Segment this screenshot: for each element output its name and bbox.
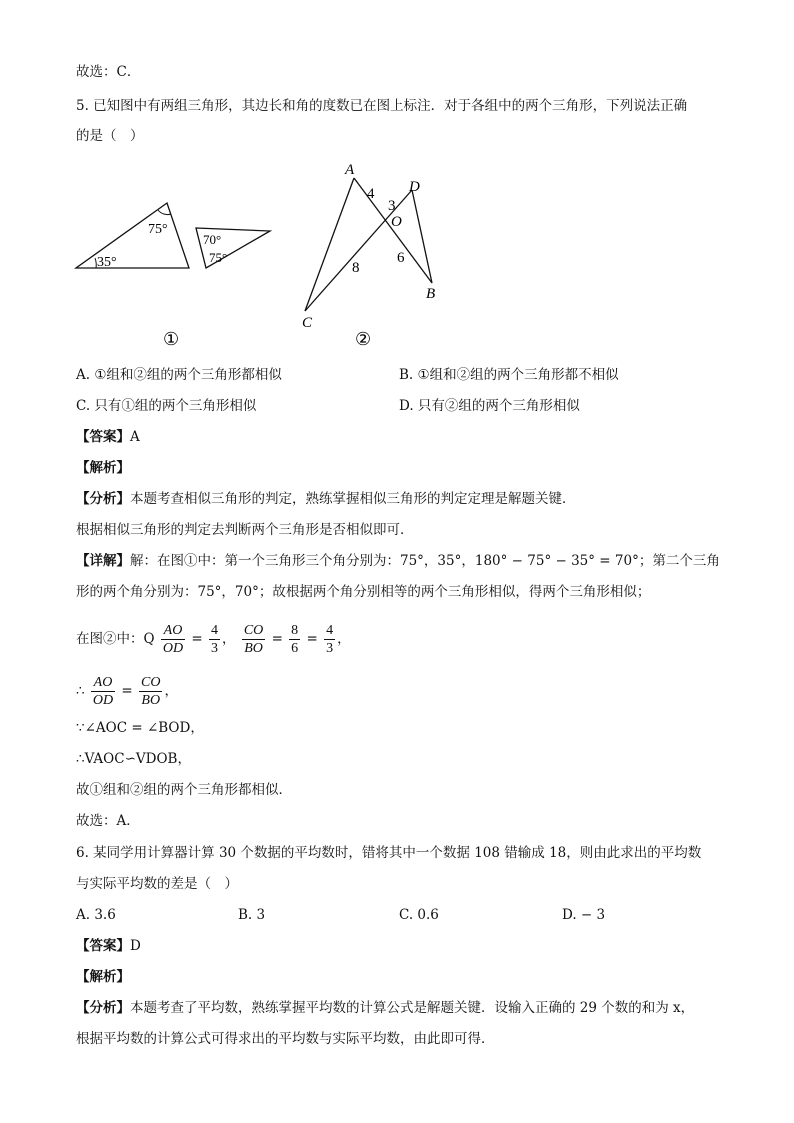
- length-OB: 6: [397, 250, 405, 266]
- q5-select-line: 故选：A．: [76, 813, 140, 829]
- length-OD: 3: [388, 198, 396, 214]
- q6-stem-line-2: 与实际平均数的差是（ ）: [76, 876, 238, 892]
- q5-option-d: D. 只有②组的两个三角形相似: [399, 398, 580, 414]
- detail-3-prefix: 在图②中：Q: [76, 631, 155, 647]
- detail-text-1: 解：在图①中：第一个三角形三个角分别为：75°，35°，180° − 75° − 35° = 70°；第二个三角: [130, 553, 720, 569]
- q6-option-b: B. 3: [238, 907, 266, 923]
- q5-option-c: C. 只有①组的两个三角形相似: [76, 398, 257, 414]
- q5-fenxi-line: [76, 489, 576, 509]
- q5-detail-line-5: ∵∠AOC = ∠BOD，: [76, 720, 204, 736]
- q5-detail-line-7: 故①组和②组的两个三角形都相似．: [76, 782, 292, 798]
- q6-answer-value: D: [130, 938, 141, 954]
- q6-stem-line-1: 6. 某同学用计算器计算 30 个数据的平均数时，错将其中一个数据 108 错输成 18，则由此求出的平均数: [76, 845, 702, 861]
- triangle-1a: [76, 203, 189, 268]
- q5-fenxi-line-2: 根据相似三角形的判定去判断两个三角形是否相似即可．: [76, 522, 414, 538]
- q5-detail-line-1: [76, 551, 720, 571]
- q6-fenxi-line-2: 根据平均数的计算公式可得求出的平均数与实际平均数，由此即可得．: [76, 1031, 495, 1047]
- tri2-angle-b: 75°: [209, 250, 228, 265]
- point-D: D: [409, 179, 420, 195]
- q6-fenxi-line-1: [76, 998, 694, 1018]
- q5-stem-line-1: 5. 已知图中有两组三角形，其边长和角的度数已在图上标注．对于各组中的两个三角形，下列说法正确: [76, 98, 688, 114]
- point-A: A: [345, 162, 355, 178]
- fraction-ao-od-2: $\frac{AO}{OD}$: [92, 675, 114, 708]
- point-C: C: [302, 315, 313, 331]
- q5-detail-line-6: ∴VAOC∽VDOB，: [76, 751, 191, 767]
- answer-tag: 【答案】: [76, 429, 130, 445]
- fraction-4-3-b: $\frac{4}{3}$: [326, 623, 334, 656]
- q5-detail-line-3: 在图②中：Q $\frac{AO}{OD}$ = $\frac{4}{3}$ ， $\frac{CO}{BO}$ = $\frac{8}{6}$ = $\frac{4}{3}$ ，: [76, 623, 351, 656]
- point-O: O: [391, 214, 402, 230]
- fraction-co-bo-2: $\frac{CO}{BO}$: [141, 675, 161, 708]
- length-AO: 4: [367, 186, 375, 202]
- tri2-angle-a: 70°: [203, 232, 222, 247]
- q5-analysis-tag: 【解析】: [76, 460, 130, 476]
- answer-value: A: [130, 429, 140, 445]
- q6-answer-line: [76, 936, 141, 956]
- length-OC: 8: [352, 260, 360, 276]
- q6-option-d: D. − 3: [562, 907, 606, 923]
- q5-figure: [0, 155, 794, 355]
- group-label-1: ①: [163, 329, 180, 349]
- tri1-angle-left: 35°: [97, 255, 117, 270]
- fraction-8-6: $\frac{8}{6}$: [291, 623, 299, 656]
- q5-option-a: A. ①组和②组的两个三角形都相似: [76, 367, 282, 383]
- group-label-2: ②: [355, 329, 372, 349]
- fraction-co-bo: $\frac{CO}{BO}$: [243, 623, 264, 656]
- q6-option-a: A. 3.6: [76, 907, 116, 923]
- therefore-symbol: ∴: [76, 683, 85, 699]
- fenxi-tag: 【分析】: [76, 491, 130, 507]
- q6-fenxi-text: 本题考查了平均数，熟练掌握平均数的计算公式是解题关键．设输入正确的 29 个数的和为 x，: [130, 1000, 695, 1016]
- q5-option-b: B. ①组和②组的两个三角形都不相似: [399, 367, 619, 383]
- q5-detail-line-2: 形的两个角分别为：75°，70°；故根据两个角分别相等的两个三角形相似，得两个三角形相似；: [76, 584, 651, 600]
- detail-tag: 【详解】: [76, 553, 130, 569]
- q5-answer-line: [76, 427, 140, 447]
- q6-option-c: C. 0.6: [399, 907, 439, 923]
- q5-stem-line-2: 的是（ ）: [76, 128, 144, 144]
- point-B: B: [426, 286, 436, 302]
- q6-fenxi-tag: 【分析】: [76, 1000, 130, 1016]
- tri1-angle-top: 75°: [148, 222, 168, 237]
- q6-answer-tag: 【答案】: [76, 938, 130, 954]
- prev-select-line: 故选：C．: [76, 64, 141, 80]
- fraction-4-3: $\frac{4}{3}$: [211, 623, 219, 656]
- q6-analysis-tag: 【解析】: [76, 969, 130, 985]
- fenxi-text: 本题考查相似三角形的判定，熟练掌握相似三角形的判定定理是解题关键．: [130, 491, 576, 507]
- fraction-ao-od: $\frac{AO}{OD}$: [162, 623, 184, 656]
- q5-detail-line-4: ∴ $\frac{AO}{OD}$ = $\frac{CO}{BO}$ ，: [76, 675, 178, 708]
